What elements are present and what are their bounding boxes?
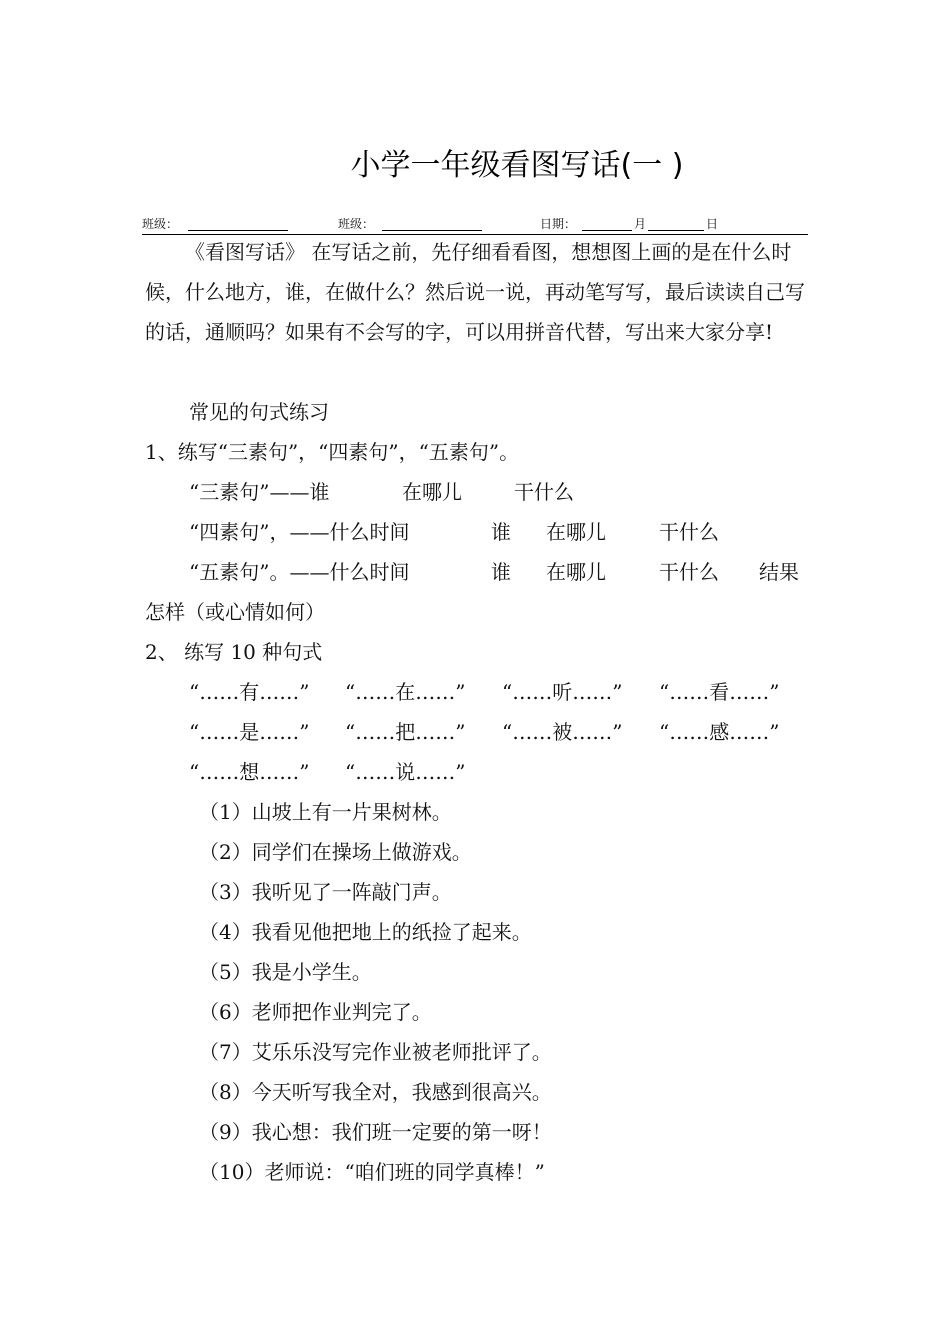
example-item: （4）我看见他把地上的纸捡了起来。	[199, 920, 532, 944]
month-blank[interactable]	[582, 230, 632, 231]
month-label: 月	[634, 217, 647, 231]
part2-title: 2、 练写 10 种句式	[145, 640, 323, 664]
three-element-where: 在哪儿	[402, 480, 462, 504]
section-heading: 常见的句式练习	[189, 400, 329, 424]
class-label-2: 班级：	[338, 217, 375, 231]
pattern-item: “……被……”	[502, 720, 623, 744]
pattern-item: “……想……”	[189, 760, 310, 784]
three-element-what: 干什么	[514, 480, 574, 504]
day-label: 日	[706, 217, 719, 231]
four-element-label: “四素句”，——什么时间	[189, 520, 410, 544]
class-blank-1[interactable]	[188, 230, 288, 231]
four-element-what: 干什么	[659, 520, 719, 544]
pattern-item: “……在……”	[345, 680, 466, 704]
intro-paragraph: 《看图写话》 在写话之前，先仔细看看图，想想图上画的是在什么时候，什么地方，谁，在做什么？然后说一说，再动笔写写，最后读读自己写的话，通顺吗？如果有不会写的字，可以用拼音代替，写出来大家分享!	[145, 240, 805, 344]
example-item: （3）我听见了一阵敲门声。	[199, 880, 452, 904]
pattern-item: “……把……”	[345, 720, 466, 744]
example-item: （10）老师说：“咱们班的同学真棒！”	[199, 1160, 545, 1184]
four-element-where: 在哪儿	[546, 520, 606, 544]
five-element-label: “五素句”。——什么时间	[189, 560, 410, 584]
part1-title: 1、练写“三素句”，“四素句”，“五素句”。	[145, 440, 520, 464]
example-item: （9）我心想：我们班一定要的第一呀！	[199, 1120, 552, 1144]
pattern-item: “……听……”	[502, 680, 623, 704]
pattern-item: “……是……”	[189, 720, 310, 744]
example-item: （5）我是小学生。	[199, 960, 372, 984]
class-blank-2[interactable]	[382, 230, 482, 231]
class-label-1: 班级：	[142, 217, 179, 231]
pattern-item: “……有……”	[189, 680, 310, 704]
five-element-continuation: 怎样（或心情如何）	[145, 600, 325, 624]
five-element-who: 谁	[491, 560, 511, 584]
pattern-item: “……感……”	[659, 720, 780, 744]
example-item: （2）同学们在操场上做游戏。	[199, 840, 472, 864]
five-element-result: 结果	[759, 560, 799, 584]
page-title: 小学一年级看图写话(一 )	[350, 148, 684, 183]
example-item: （7）艾乐乐没写完作业被老师批评了。	[199, 1040, 552, 1064]
day-blank[interactable]	[648, 230, 704, 231]
date-label: 日期：	[540, 217, 577, 231]
pattern-item: “……说……”	[345, 760, 466, 784]
example-item: （8）今天听写我全对，我感到很高兴。	[199, 1080, 552, 1104]
pattern-item: “……看……”	[659, 680, 780, 704]
example-item: （6）老师把作业判完了。	[199, 1000, 432, 1024]
three-element-label: “三素句”——谁	[189, 480, 330, 504]
example-item: （1）山坡上有一片果树林。	[199, 800, 452, 824]
five-element-what: 干什么	[659, 560, 719, 584]
five-element-where: 在哪儿	[546, 560, 606, 584]
four-element-who: 谁	[491, 520, 511, 544]
